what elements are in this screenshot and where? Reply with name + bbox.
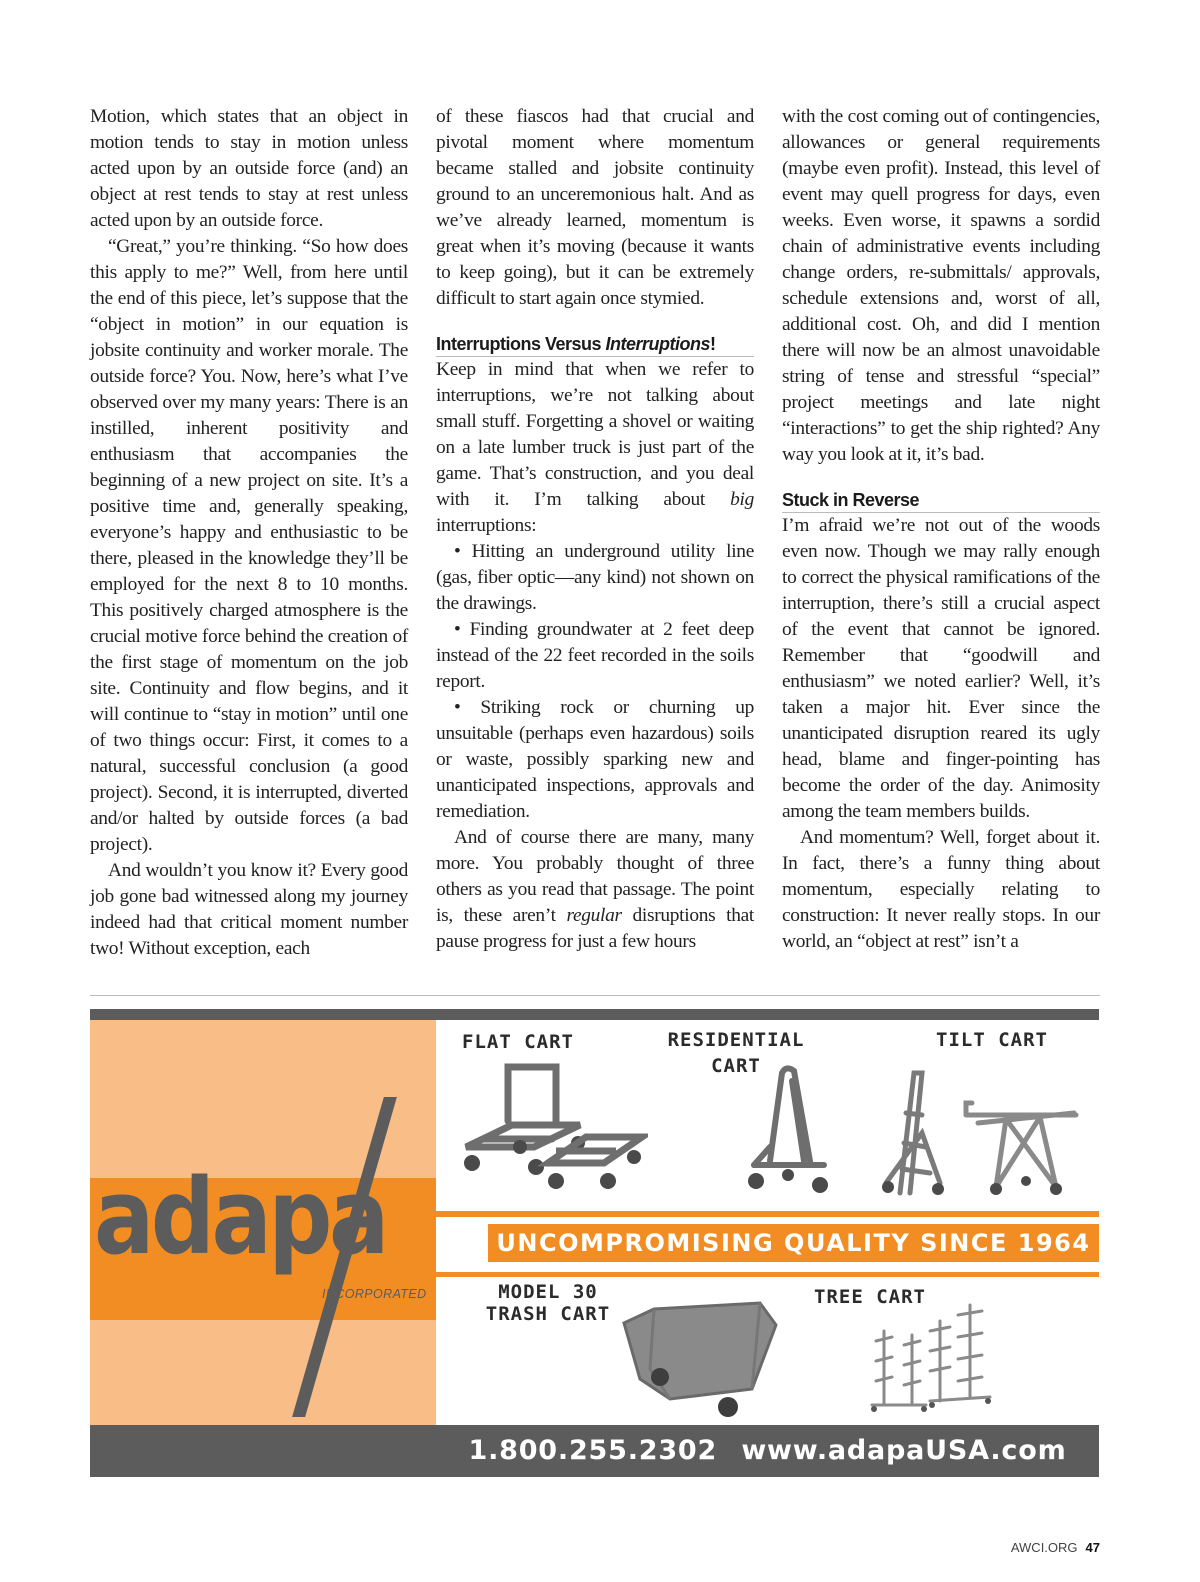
- ad-stripe: [436, 1211, 1099, 1217]
- bullet-item: • Finding groundwater at 2 feet deep instead of the 22 feet recorded in the soils report.: [436, 619, 754, 692]
- article-column-3: [782, 104, 1100, 955]
- ad-slogan: UNCOMPROMISING QUALITY SINCE 1964: [496, 1229, 1091, 1257]
- adapa-logo: adapa: [94, 1156, 386, 1278]
- label-model-30-trash-cart: MODEL 30 TRASH CART: [485, 1281, 611, 1325]
- paragraph: of these fiascos had that crucial and pivotal moment where momentum became stalled and jobsite continuity ground to an unceremonious halt. And as we’ve already learned, momentum is great when it’s moving (because it wants to keep going), but it can be extremely difficult to start again once stymied.: [436, 106, 754, 309]
- ad-website-link[interactable]: www.adapaUSA.com: [741, 1435, 1067, 1466]
- paragraph: I’m afraid we’re not out of the woods even now. Though we may rally enough to correct the physical ramifications of the interruption, there’s still a crucial aspect of the event that cannot be ignored. Remember that “goodwill and enthusiasm” we noted earlier? Well, it’s taken a major hit. Ever since the unanticipated disruption reared its ugly head, blame and finger-pointing has become the order of the day. Animosity among the team members builds.: [782, 515, 1100, 822]
- bullet-item: • Striking rock or churning up unsuitable (perhaps even hazardous) soils or waste, possibly sparking new and unanticipated inspections, approvals and remediation.: [436, 697, 754, 822]
- ad-contact: [436, 1425, 1099, 1477]
- trash-cart-image: [610, 1299, 780, 1419]
- adapa-logo-subtitle: INCORPORATED: [322, 1287, 427, 1301]
- tilt-cart-image: [866, 1063, 1096, 1203]
- ad-top-bar: [90, 1009, 1099, 1020]
- paragraph: Keep in mind that when we refer to interruptions, we’re not talking about small stuff. Forgetting a shovel or waiting on a late lumber truck is just part of the game. That’s construction, and you deal with it. I’m talking about big interruptions:: [436, 359, 754, 536]
- page-number: 47: [1085, 1540, 1100, 1555]
- label-tilt-cart: TILT CART: [936, 1029, 1048, 1051]
- footer-site: AWCI.ORG: [1010, 1540, 1078, 1555]
- ad-stripe: [436, 1272, 1099, 1277]
- residential-cart-image: [740, 1061, 840, 1201]
- paragraph: Motion, which states that an object in motion tends to stay in motion unless acted upon by an outside force (and) an object at rest tends to stay at rest unless acted upon by an outside force.: [90, 106, 408, 231]
- adapa-advertisement[interactable]: [90, 1009, 1099, 1477]
- label-flat-cart: FLAT CART: [462, 1031, 574, 1053]
- section-heading-interruptions: Interruptions Versus Interruptions!: [436, 332, 754, 357]
- flat-cart-image: [448, 1053, 648, 1201]
- divider: [90, 995, 1100, 996]
- paragraph: “Great,” you’re thinking. “So how does this apply to me?” Well, from here until the end of this piece, let’s suppose that the “object in motion” in our equation is jobsite continuity and worker morale. The outside force? You. Now, here’s what I’ve observed over my many years: There is an instilled, inherent positivity and enthusiasm that accompanies the beginning of a new project on site. It’s a positive time and, generally speaking, everyone’s happy and enthusiastic to be there, pleased in the knowledge they’ll be employed for the next 8 to 10 months. This positively charged atmosphere is the crucial motive force behind the creation of the first stage of momentum on the job site. Continuity and flow begins, and it will continue to “stay in motion” until one of two things occur: First, it comes to a natural, successful conclusion (a good project). Second, it is interrupted, diverted and/or halted by outside forces (a bad project).: [90, 236, 408, 855]
- paragraph: And momentum? Well, forget about it. In fact, there’s a funny thing about momentum, especially relating to construction: It never really stops. In our world, an “object at rest” isn’t a: [782, 827, 1100, 952]
- paragraph: with the cost coming out of contingencies, allowances or general requirements (maybe even profit). Instead, this level of event may quell progress for days, even weeks. Even worse, it spawns a sordid chain of administrative events including change orders, re-submittals/ approvals, schedule extensions and, worst of all, additional cost. Oh, and did I mention there will now be an almost unavoidable string of tense and stressful “special” project meetings and late night “interactions” to get the ship righted? Any way you look at it, it’s bad.: [782, 106, 1100, 465]
- paragraph: And wouldn’t you know it? Every good job gone bad witnessed along my journey indeed had that critical moment number two! Without exception, each: [90, 860, 408, 959]
- ad-phone[interactable]: 1.800.255.2302: [468, 1435, 718, 1466]
- article-column-2: [436, 104, 754, 955]
- label-residential-cart: RESIDENTIAL CART: [667, 1029, 805, 1077]
- page-footer: [990, 1540, 1100, 1555]
- tree-cart-image: [870, 1301, 1010, 1421]
- label-tree-cart: TREE CART: [814, 1286, 926, 1308]
- paragraph: And of course there are many, many more. You probably thought of three others as you read that passage. The point is, these aren’t regular disruptions that pause progress for just a few hours: [436, 827, 754, 952]
- bullet-item: • Hitting an underground utility line (gas, fiber optic—any kind) not shown on the drawings.: [436, 541, 754, 614]
- section-heading-stuck-in-reverse: Stuck in Reverse: [782, 488, 1100, 513]
- article-column-1: [90, 104, 408, 962]
